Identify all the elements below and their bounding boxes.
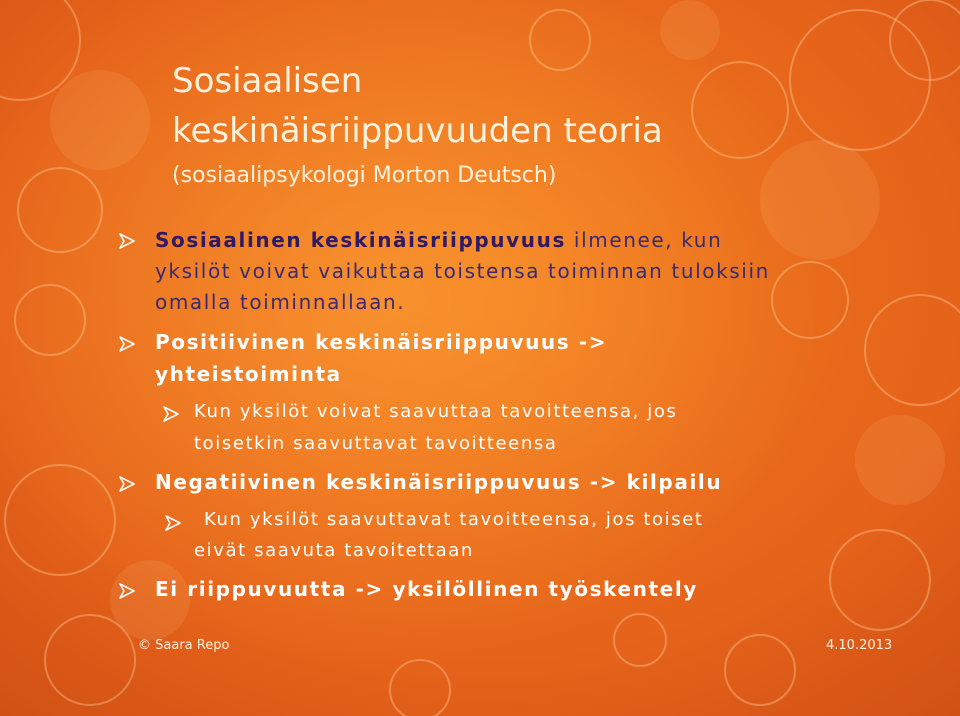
bullet-6-line-1: Ei riippuvuutta -> yksilöllinen työskentely — [155, 577, 698, 601]
footer-date: 4.10.2013 — [826, 638, 893, 653]
arrow-bullet-icon — [162, 405, 180, 423]
arrow-bullet-icon — [118, 232, 136, 250]
bullet-3-line-2: toisetkin saavuttavat tavoitteensa — [194, 433, 558, 454]
arrow-bullet-icon — [118, 475, 136, 493]
arrow-bullet-icon — [164, 514, 182, 532]
title-line-2: keskinäisriippuvuuden teoria — [172, 111, 663, 151]
arrow-bullet-icon — [118, 335, 136, 353]
bullet-1-line-1 — [155, 228, 722, 252]
slide-title — [172, 56, 912, 192]
bullet-1-line-3: omalla toiminnallaan. — [155, 290, 406, 314]
bullet-1-rest: ilmenee, kun — [565, 228, 723, 252]
bullet-4-line-1: Negatiivinen keskinäisriippuvuus -> kilpailu — [155, 470, 723, 494]
slide-subtitle: (sosiaalipsykologi Morton Deutsch) — [172, 163, 557, 188]
arrow-bullet-icon — [118, 582, 136, 600]
bullet-5-line-1: Kun yksilöt saavuttavat tavoitteensa, jos toiset — [204, 509, 704, 530]
bullet-2-line-2: yhteistoiminta — [155, 362, 342, 386]
title-line-1: Sosiaalisen — [172, 61, 363, 101]
bullet-3-line-1: Kun yksilöt voivat saavuttaa tavoitteensa, jos — [194, 401, 678, 422]
bullet-2-line-1: Positiivinen keskinäisriippuvuus -> — [155, 330, 608, 354]
bullet-5-line-2: eivät saavuta tavoitettaan — [194, 540, 474, 561]
bullet-1-line-2: yksilöt voivat vaikuttaa toistensa toiminnan tuloksiin — [155, 259, 770, 283]
footer-copyright: © Saara Repo — [138, 638, 230, 653]
bullet-1-bold-term: Sosiaalinen keskinäisriippuvuus — [155, 228, 566, 252]
